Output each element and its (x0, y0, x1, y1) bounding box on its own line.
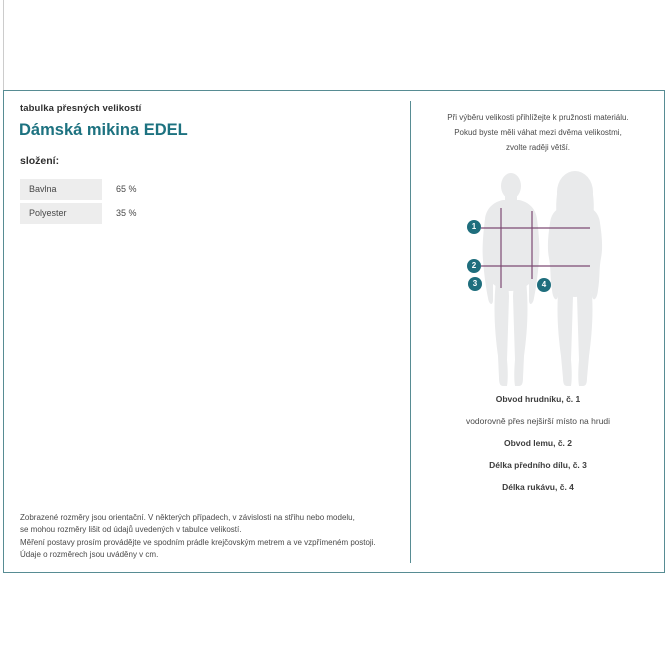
measurement-label: Délka rukávu, č. 4 (502, 482, 574, 492)
marker-4-badge: 4 (537, 278, 551, 292)
sizing-advice-line: Při výběru velikosti přihlížejte k pružnosti materiálu. (447, 113, 629, 122)
sizing-advice-line: zvolte raději větší. (505, 143, 571, 152)
disclaimer-line: Měření postavy prosím provádějte ve spodním prádle krejčovským metrem a ve vzpřímeném postoji. (20, 537, 376, 547)
material-value: 65 % (116, 184, 137, 194)
composition-heading: složení: (20, 155, 60, 167)
marker-3-badge: 3 (468, 277, 482, 291)
measurement-note: vodorovně přes nejširší místo na hrudi (465, 416, 611, 426)
size-info-panel (3, 90, 665, 573)
table-row (20, 203, 250, 224)
material-name: Polyester (20, 203, 102, 224)
material-value: 35 % (116, 208, 137, 218)
marker-1-badge: 1 (467, 220, 481, 234)
disclaimer-line: Údaje o rozměrech jsou uváděny v cm. (20, 550, 159, 560)
measurement-diagram (455, 164, 665, 391)
measurement-label: Délka předního dílu, č. 3 (489, 460, 587, 470)
measurement-legend (412, 394, 664, 504)
disclaimer-line: Zobrazené rozměry jsou orientační. V některých případech, v závislosti na střihu nebo modelu, (20, 513, 355, 522)
material-name: Bavlna (20, 179, 102, 200)
sizing-advice-line: Pokud byste měli váhat mezi dvěma velikostmi, (454, 128, 622, 137)
column-divider (410, 101, 411, 563)
body-silhouettes-illustration (455, 164, 665, 391)
table-row (20, 179, 250, 200)
composition-table (20, 179, 250, 227)
left-edge-divider (3, 0, 4, 90)
disclaimer-line: se mohou rozměry lišit od údajů uvedených v tabulce velikostí. (20, 525, 242, 535)
measurement-label: Obvod lemu, č. 2 (503, 438, 573, 448)
product-title: Dámská mikina EDEL (19, 121, 188, 139)
disclaimer (20, 512, 405, 562)
sizing-advice (412, 110, 664, 155)
table-kicker: tabulka přesných velikostí (20, 103, 142, 114)
measurement-label: Obvod hrudníku, č. 1 (495, 394, 581, 404)
marker-2-badge: 2 (467, 259, 481, 273)
